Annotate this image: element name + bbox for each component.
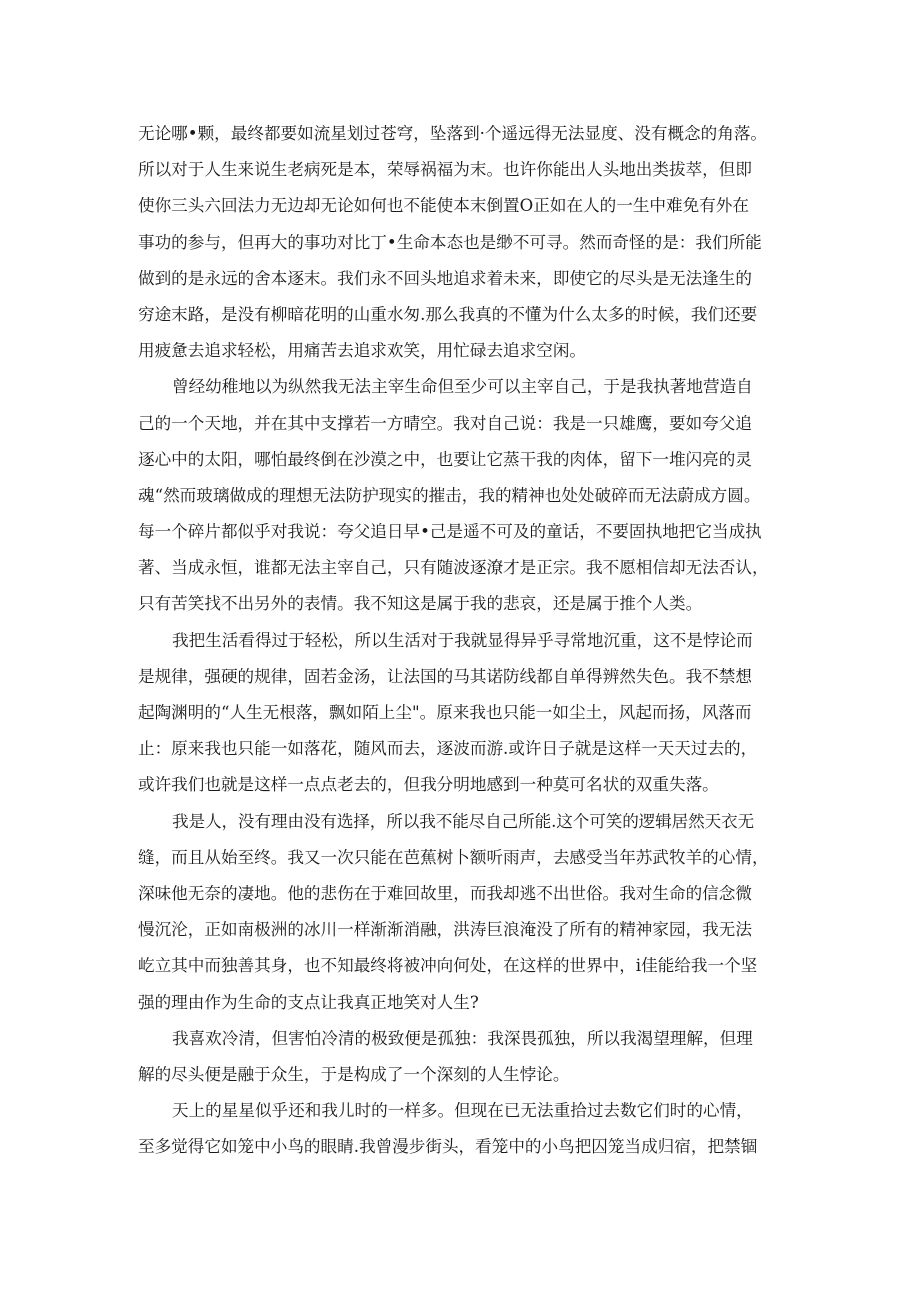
text-line: 无论哪•颗，最终都要如流星划过苍穹，坠落到·个遥远得无法显度、没有概念的角落。 (138, 124, 768, 143)
text-line: 逐心中的太阳，哪怕最终倒在沙漠之中，也要让它蒸干我的肉体，留下一堆闪亮的灵 (138, 449, 752, 469)
text-line: 穷途末路，是没有柳暗花明的山重水匆.那么我真的不懂为什么太多的时候，我们还要 (138, 304, 758, 324)
text-line: 做到的是永远的舍本逐末。我们永不回头地追求着未来，即使它的尽头是无法逢生的 (138, 268, 752, 288)
text-line: 事功的参与，但再大的事功对比丁•生命本态也是缈不可寻。然而奇怪的是：我们所能 (138, 232, 762, 252)
text-line: 我是人，没有理由没有选择，所以我不能尽自己所能.这个可笑的逻辑居然天衣无 (172, 811, 755, 831)
text-line: 止：原来我也只能一如落花，随风而去，逐波而游.或许日子就是这样一天天过去的， (138, 739, 758, 759)
document-body (138, 116, 788, 1165)
text-line: 所以对于人生来说生老病死是本，荣辱祸福为末。也许你能出人头地出类拔萃，但即 (138, 160, 752, 180)
text-line: 起陶渊明的“人生无根落，飘如陌上尘"。原来我也只能一如尘土，风起而扬，风落而 (138, 703, 752, 722)
text-line: 我喜欢冷清，但害怕冷清的极致便是孤独：我深畏孤独，所以我渴望理解，但理 (172, 1028, 753, 1048)
text-line: 解的尽头便是融于众生，于是构成了一个深刻的人生悖论。 (138, 1064, 570, 1084)
text-line: 使你三头六回法力无边却无论如何也不能使本末倒置O正如在人的一生中难免有外在 (138, 196, 749, 216)
text-line: 曾经幼稚地以为纵然我无法主宰生命但至少可以主宰自己，于是我执著地营造自 (172, 377, 753, 397)
text-line: 深味他无奈的凄地。他的悲伤在于难回故里，而我却逃不出世俗。我对生命的信念微 (138, 883, 752, 903)
text-line: 用疲惫去追求轻松，用痛苦去追求欢笑，用忙碌去追求空闲。 (138, 341, 587, 361)
text-line: 著、当成永恒，谁都无法主宰自己，只有随波逐潦才是正宗。我不愿相信却无法否认， (138, 558, 769, 578)
text-line: 缝，而且从始至终。我又一次只能在芭蕉树卜额听雨声，去感受当年苏武牧羊的心情， (138, 847, 769, 867)
text-line: 只有苦笑找不出另外的表情。我不知这是属于我的悲哀，还是属于推个人类。 (138, 594, 703, 614)
text-line: 每一个碎片都似乎对我说：夸父追日早•己是遥不可及的童话，不要固执地把它当成执 (138, 522, 762, 542)
text-line: 至多觉得它如笼中小鸟的眼睛.我曾漫步街头，看笼中的小鸟把囚笼当成归宿，把禁锢 (138, 1137, 758, 1157)
text-line: 己的一个天地，并在其中支撑若一方晴空。我对自己说：我是一只雄鹰，要如夸父追 (138, 413, 752, 433)
text-line: 慢沉沦，正如南极洲的冰川一样渐渐消融，洪涛巨浪淹没了所有的精神家园，我无法 (138, 920, 752, 940)
text-line: 屹立其中而独善其身，也不知最终将被冲向何处，在这样的世界中，i佳能给我一个坚 (138, 956, 758, 976)
text-line: 魂“然而玻璃做成的理想无法防护现实的摧击，我的精神也处处破碎而无法蔚成方圆。 (138, 485, 761, 505)
text-line: 我把生活看得过于轻松，所以生活对于我就显得异乎寻常地沉重，这不是悖论而 (172, 630, 753, 650)
text-line: 强的理由作为生命的支点让我真正地笑对人生? (138, 992, 479, 1012)
text-line: 是规律，强硬的规律，固若金汤，让法国的马其诺防线都自单得辨然失色。我不禁想 (138, 666, 752, 686)
text-line: 或许我们也就是这样一点点老去的，但我分明地感到一种莫可名状的双重失落。 (138, 775, 719, 795)
text-line: 天上的星星似乎还和我儿时的一样多。但现在已无法重拾过去数它们时的心情， (172, 1101, 753, 1121)
